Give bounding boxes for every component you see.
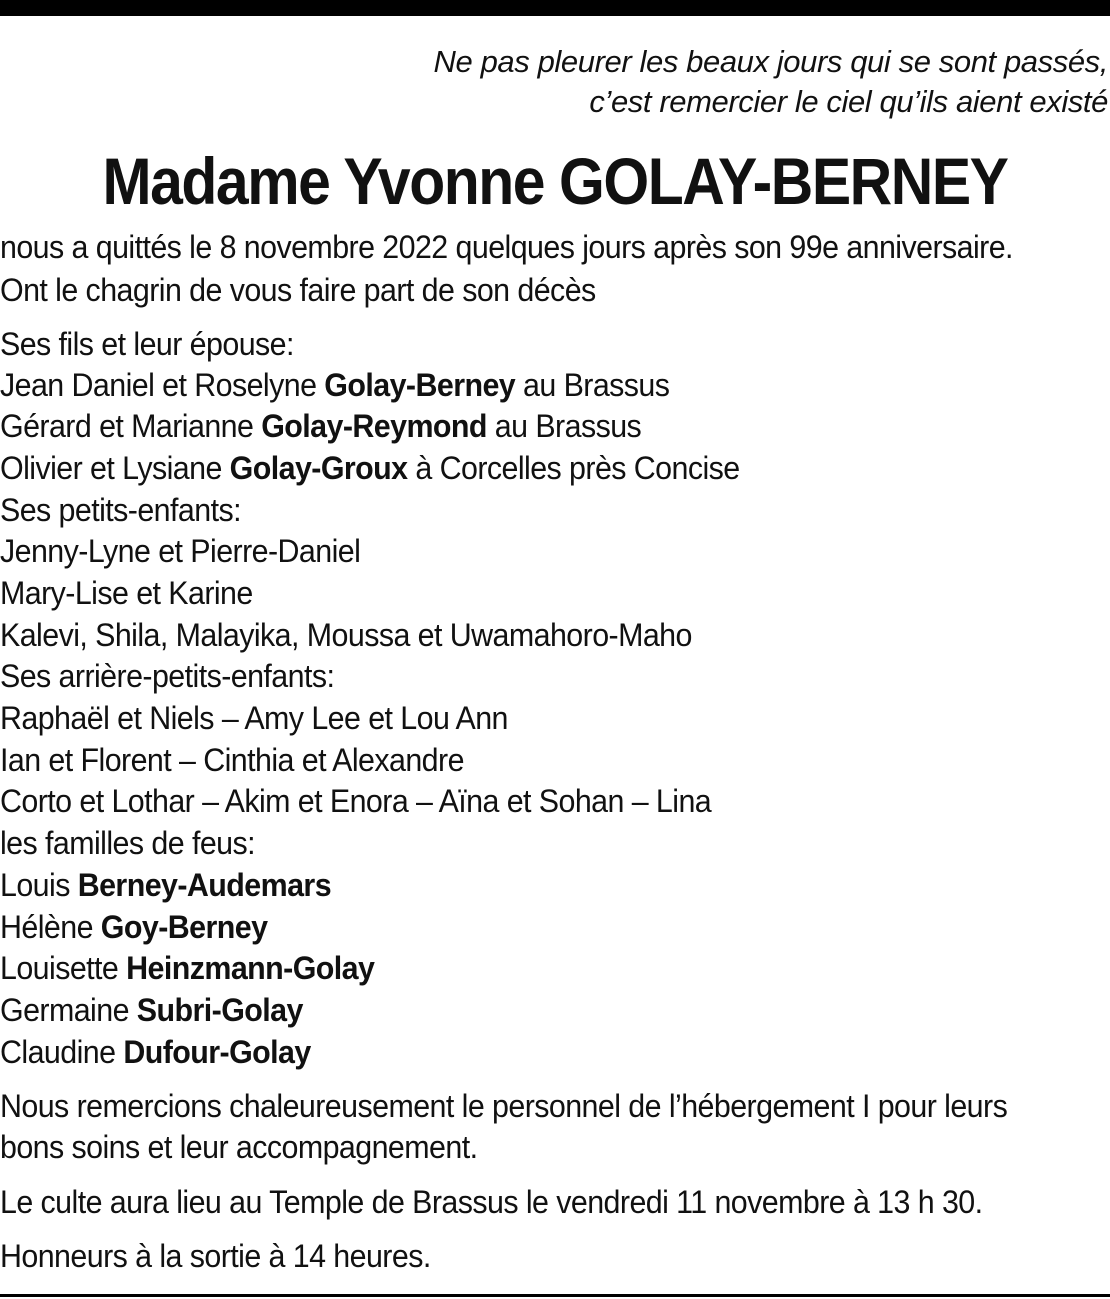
late-family-entry [0,989,303,1031]
son-place: au Brassus [515,367,670,403]
service-info: Le culte aura lieu au Temple de Brassus le vendredi 11 novembre à 13 h 30. [0,1184,983,1220]
late-families-heading: les familles de feus: [0,825,256,861]
son-entry [0,405,641,447]
honours-info: Honneurs à la sortie à 14 heures. [0,1238,431,1274]
sons-heading: Ses fils et leur épouse: [0,326,294,362]
deceased-name: Madame Yvonne GOLAY-BERNEY [102,144,1008,218]
son-surname: Golay-Berney [324,367,516,403]
son-names: Gérard et Marianne [0,408,262,444]
intro-line: Ont le chagrin de vous faire part de son décès [0,272,596,308]
son-place: au Brassus [486,408,642,444]
late-family-entry [0,864,331,906]
late-family-surname: Heinzmann-Golay [126,950,375,986]
late-family-surname: Dufour-Golay [123,1034,311,1070]
great-grandchildren-heading: Ses arrière-petits-enfants: [0,658,335,694]
thanks-line: Nous remercions chaleureusement le personnel de l’hébergement I pour leurs [0,1088,1008,1124]
grandchildren-entry: Jenny-Lyne et Pierre-Daniel [0,533,361,569]
late-family-entry [0,1031,311,1073]
thanks-line: bons soins et leur accompagnement. [0,1129,478,1165]
great-grandchildren-entry: Raphaël et Niels – Amy Lee et Lou Ann [0,700,508,736]
late-family-first-name: Germaine [0,992,137,1028]
late-family-first-name: Louisette [0,950,127,986]
son-surname: Golay-Groux [229,450,408,486]
late-family-first-name: Hélène [0,909,101,945]
grandchildren-heading: Ses petits-enfants: [0,492,241,528]
late-family-surname: Berney-Audemars [77,867,332,903]
late-family-first-name: Claudine [0,1034,124,1070]
intro-line: nous a quittés le 8 novembre 2022 quelques jours après son 99e anniversaire. [0,229,1013,265]
late-family-surname: Goy-Berney [100,909,268,945]
son-names: Jean Daniel et Roselyne [0,367,325,403]
son-entry [0,447,740,489]
quote-line: c’est remercier le ciel qu’ils aient existé [589,84,1108,119]
bottom-rule [0,1294,1110,1297]
quote-line: Ne pas pleurer les beaux jours qui se sont passés, [433,44,1108,79]
late-family-entry [0,906,267,948]
epigraph-quote [108,42,1108,122]
son-surname: Golay-Reymond [261,408,487,444]
top-rule [0,0,1110,16]
grandchildren-entry: Mary-Lise et Karine [0,575,253,611]
late-family-entry [0,947,374,989]
late-family-first-name: Louis [0,867,78,903]
late-family-surname: Subri-Golay [136,992,303,1028]
son-entry [0,364,669,406]
great-grandchildren-entry: Corto et Lothar – Akim et Enora – Aïna et Sohan – Lina [0,783,712,819]
great-grandchildren-entry: Ian et Florent – Cinthia et Alexandre [0,742,464,778]
son-place: à Corcelles près Concise [407,450,740,486]
grandchildren-entry: Kalevi, Shila, Malayika, Moussa et Uwamahoro-Maho [0,617,692,653]
son-names: Olivier et Lysiane [0,450,230,486]
